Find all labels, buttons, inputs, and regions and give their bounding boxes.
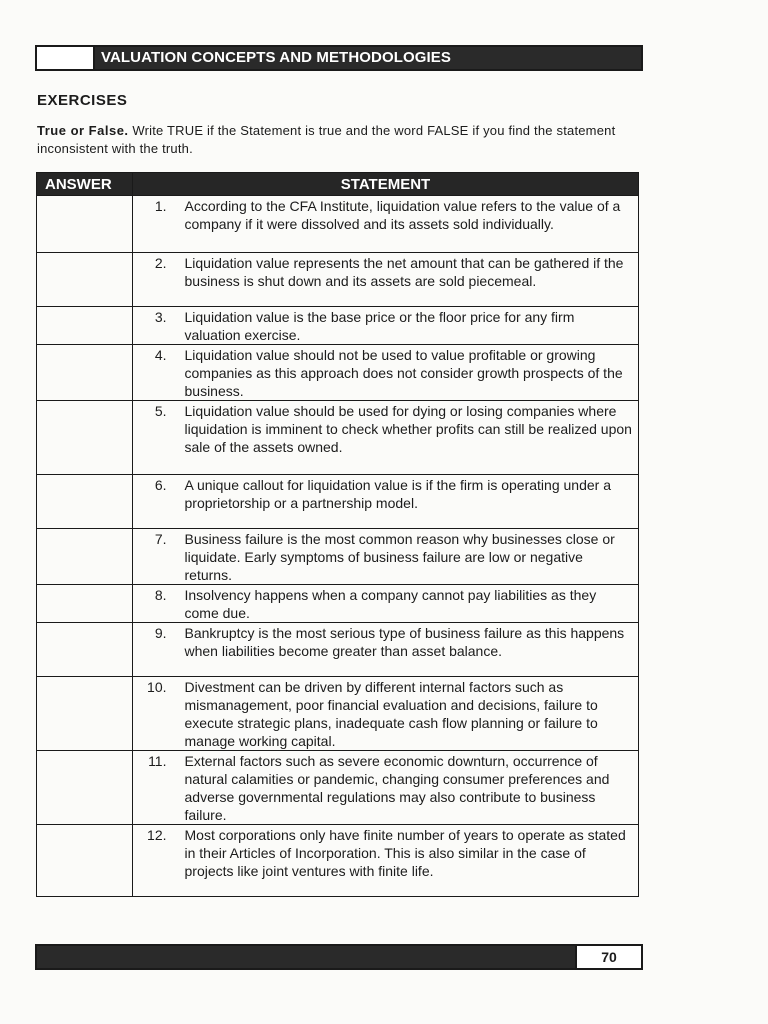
header-left-box [37,47,95,69]
answer-cell[interactable] [37,345,133,401]
table-row [37,677,639,751]
page-footer [35,944,643,970]
table-row [37,623,639,677]
page-number: 70 [575,946,641,968]
section-title: EXERCISES [37,92,128,109]
answer-cell[interactable] [37,529,133,585]
table-row [37,529,639,585]
item-number: 8. [133,585,177,623]
item-number: 12. [133,825,177,897]
answer-cell[interactable] [37,475,133,529]
item-number: 11. [133,751,177,825]
answer-cell[interactable] [37,751,133,825]
item-number: 10. [133,677,177,751]
table-row [37,751,639,825]
table-row [37,401,639,475]
statement-cell: According to the CFA Institute, liquidation value refers to the value of a company if it were dissolved and its assets sold individually. [177,196,639,253]
answer-cell[interactable] [37,307,133,345]
statement-cell: Liquidation value should not be used to value profitable or growing companies as this approach does not consider growth prospects of the business. [177,345,639,401]
statement-cell: Bankruptcy is the most serious type of business failure as this happens when liabilities become greater than asset balance. [177,623,639,677]
instructions [37,122,649,158]
chapter-title: VALUATION CONCEPTS AND METHODOLOGIES [95,47,641,69]
table-row [37,825,639,897]
answer-column-header: ANSWER [37,173,133,196]
statement-cell: Divestment can be driven by different internal factors such as mismanagement, poor financial evaluation and decisions, failure to execute strategic plans, inadequate cash flow planning or failure to manage working capital. [177,677,639,751]
exercise-table [36,172,639,897]
statement-cell: Most corporations only have finite number of years to operate as stated in their Articles of Incorporation. This is also similar in the case of projects like joint ventures with finite life. [177,825,639,897]
item-number: 3. [133,307,177,345]
table-row [37,196,639,253]
table-row [37,307,639,345]
table-row [37,585,639,623]
table-row [37,253,639,307]
answer-cell[interactable] [37,401,133,475]
table-row [37,345,639,401]
item-number: 6. [133,475,177,529]
chapter-header [35,45,643,71]
statement-cell: External factors such as severe economic downturn, occurrence of natural calamities or pandemic, changing consumer preferences and adverse governmental regulations may also contribute to business failure. [177,751,639,825]
item-number: 1. [133,196,177,253]
statement-cell: Liquidation value should be used for dying or losing companies where liquidation is imminent to check whether profits can still be realized upon sale of the assets owned. [177,401,639,475]
statement-cell: Liquidation value is the base price or the floor price for any firm valuation exercise. [177,307,639,345]
statement-cell: Liquidation value represents the net amount that can be gathered if the business is shut down and its assets are sold piecemeal. [177,253,639,307]
statement-cell: A unique callout for liquidation value is if the firm is operating under a proprietorship or a partnership model. [177,475,639,529]
table-header-row [37,173,639,196]
statement-cell: Insolvency happens when a company cannot pay liabilities as they come due. [177,585,639,623]
item-number: 2. [133,253,177,307]
table-row [37,475,639,529]
instructions-lead: True or False. [37,123,129,138]
statement-column-header: STATEMENT [133,173,639,196]
answer-cell[interactable] [37,623,133,677]
answer-cell[interactable] [37,253,133,307]
instructions-text: Write TRUE if the Statement is true and the word FALSE if you find the statement inconsistent with the truth. [37,123,616,156]
item-number: 7. [133,529,177,585]
answer-cell[interactable] [37,585,133,623]
item-number: 4. [133,345,177,401]
answer-cell[interactable] [37,677,133,751]
item-number: 9. [133,623,177,677]
answer-cell[interactable] [37,825,133,897]
item-number: 5. [133,401,177,475]
statement-cell: Business failure is the most common reason why businesses close or liquidate. Early symptoms of business failure are low or negative returns. [177,529,639,585]
answer-cell[interactable] [37,196,133,253]
